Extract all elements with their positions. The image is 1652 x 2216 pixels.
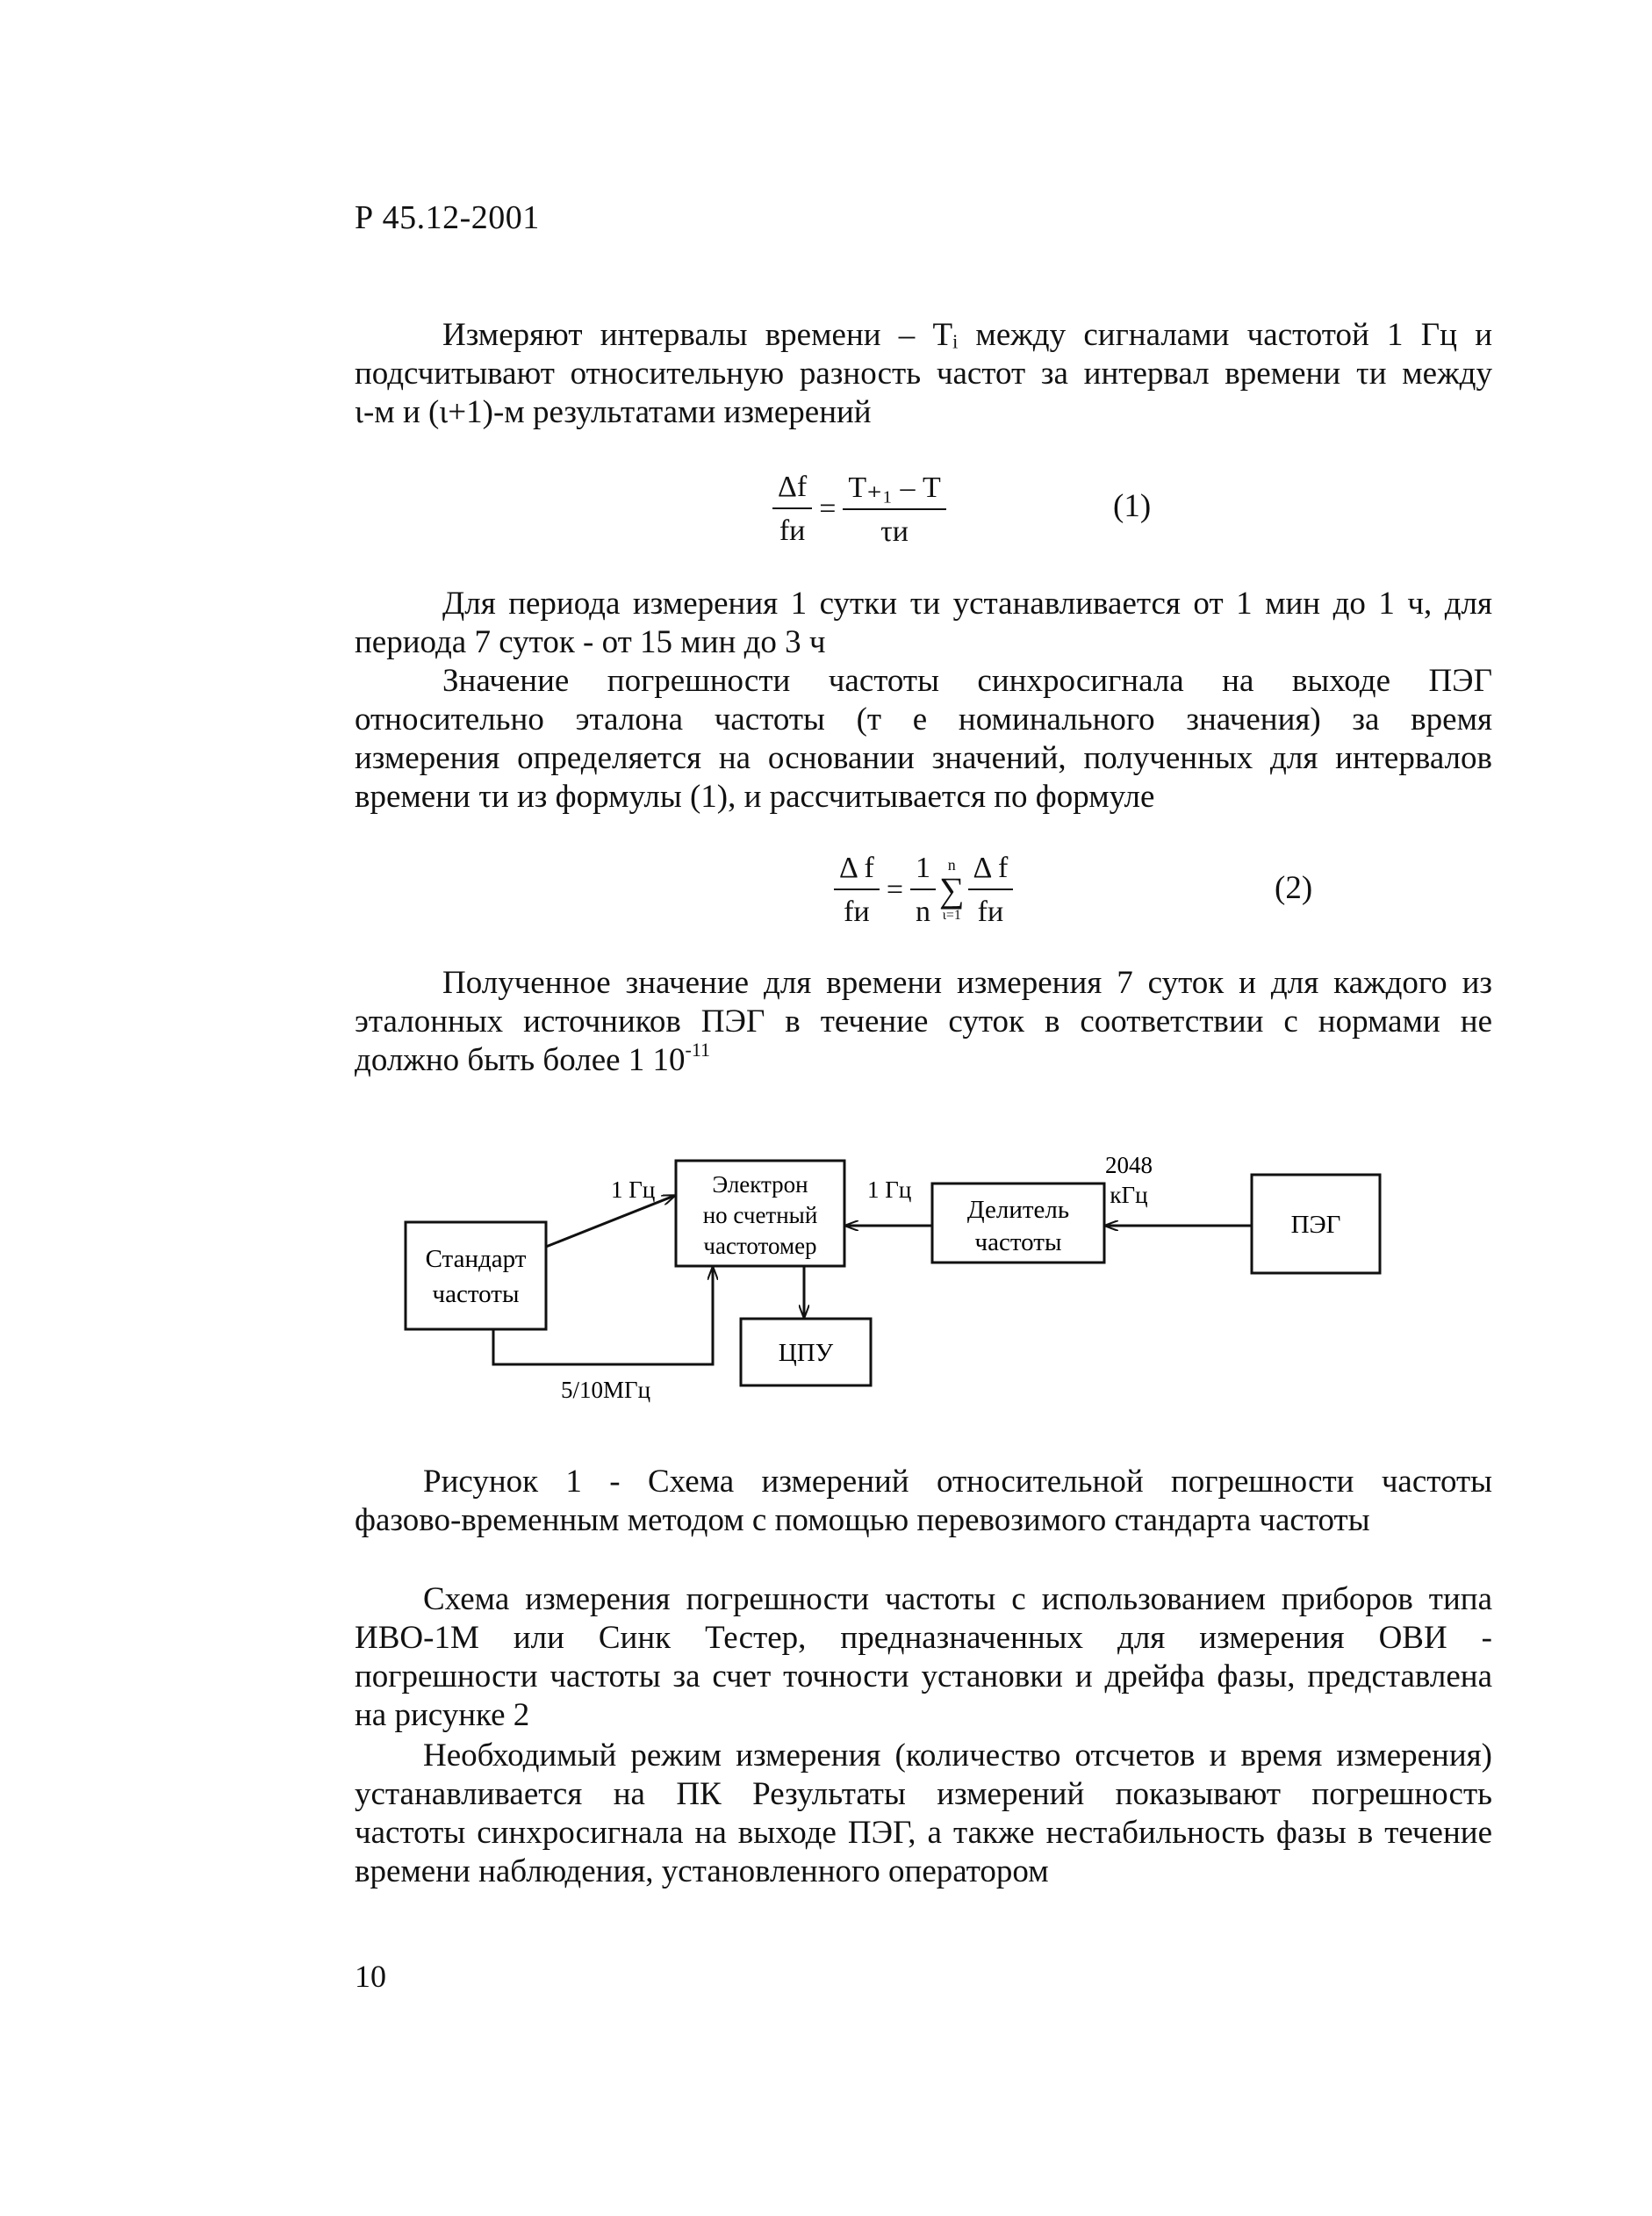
equals-sign: = [819,493,837,525]
paragraph-line: эталонных источников ПЭГ в течение суток в соответствии с нормами не [355,1004,1492,1040]
paragraph-line: времени наблюдения, установленного оператором [355,1853,1049,1889]
formula-1-number: (1) [1113,488,1152,524]
paragraph-intervals [355,316,1492,432]
formula-2-lhs-numerator: Δ f [834,852,880,890]
paragraph-line: Для периода измерения 1 сутки τи устанавливается от 1 мин до 1 ч, для [442,586,1492,622]
counter-box-line-3: частотомер [703,1233,817,1259]
divider-box-line-1: Делитель [966,1196,1070,1224]
exponent: -11 [685,1039,711,1061]
formula-2-term-numerator: Δ f [968,852,1014,890]
formula-1-rhs-denominator: τи [880,515,909,548]
measurement-diagram [386,1141,1440,1422]
paragraph-line: Полученное значение для времени измерения 7 суток и для каждого из [442,965,1492,1001]
cpu-box-label: ЦПУ [778,1339,834,1367]
paragraph-line: относительно эталона частоты (т е номинального значения) за время [355,701,1492,737]
formula-1-rhs [843,470,945,549]
formula-1-rhs-numerator: Т₊₁ – Т [843,470,945,510]
paragraph-line: ИВО-1М или Синк Тестер, предназначенных для измерения ОВИ - [355,1620,1492,1656]
paragraph-line: устанавливается на ПК Результаты измерений показывают погрешность [355,1776,1492,1812]
paragraph-mode [355,1737,1492,1891]
paragraph-scheme [355,1580,1492,1735]
label-khz: кГц [1110,1182,1148,1208]
formula-1-lhs-denominator: fи [779,514,806,547]
divider-box-line-2: частоты [974,1228,1062,1256]
paragraph-line: периода 7 суток - от 15 мин до 3 ч [355,624,826,660]
document-code: Р 45.12-2001 [355,199,540,236]
formula-2-coefficient [910,852,936,929]
arrow-standard-reference-to-counter [493,1268,713,1364]
caption-line: фазово-временным методом с помощью перевозимого стандарта частоты [355,1502,1370,1538]
equals-sign: = [886,874,903,906]
paragraph-line: времени τи из формулы (1), и рассчитывается по формуле [355,779,1155,815]
paragraph-line: Схема измерения погрешности частоты с использованием приборов типа [423,1581,1492,1617]
paragraph-error-value [355,662,1492,817]
formula-2-term [968,852,1014,929]
formula-2-term-denominator: fи [977,896,1004,928]
paragraph-line: измерения определяется на основании значений, полученных для интервалов [355,740,1492,776]
standard-frequency-box [406,1222,546,1329]
caption-line: Рисунок 1 - Схема измерений относительной погрешности частоты [423,1464,1492,1500]
paragraph-line: на рисунке 2 [355,1697,530,1733]
paragraph-result [355,964,1492,1083]
summation-sign: ∑ [939,870,965,910]
summation [939,857,965,924]
paragraph-line: погрешности частоты за счет точности установки и дрейфа фазы, представлена [355,1658,1492,1694]
formula-2-coef-denominator: n [916,896,930,928]
formula-1-lhs [772,471,812,548]
counter-box-line-2: но счетный [702,1202,818,1228]
standard-box-line-1: Стандарт [425,1245,527,1273]
result-text: должно быть более 1 10 [355,1042,686,1078]
standard-box-line-2: частоты [432,1280,520,1308]
page-number: 10 [355,1959,386,1994]
peg-box-label: ПЭГ [1290,1211,1341,1239]
formula-1-lhs-numerator: Δf [772,471,812,509]
formula-2-coef-numerator: 1 [910,852,936,890]
paragraph-line: Измеряют интервалы времени – Тᵢ между сигналами частотой 1 Гц и [442,317,1492,353]
paragraph-line: частоты синхросигнала на выходе ПЭГ, а также нестабильность фазы в течение [355,1815,1492,1851]
formula-2 [834,852,1013,929]
paragraph-line: Значение погрешности частоты синхросигнала на выходе ПЭГ [442,663,1492,699]
figure-caption [355,1463,1492,1540]
label-5-10-mhz: 5/10МГц [560,1377,651,1403]
arrow-standard-to-counter [546,1196,674,1247]
formula-2-lhs-denominator: fи [844,896,870,928]
label-1hz-left: 1 Гц [611,1176,656,1203]
paragraph-line: Необходимый режим измерения (количество отсчетов и время измерения) [423,1738,1492,1774]
formula-1 [772,470,946,549]
paragraph-period [355,585,1492,662]
label-1hz-right: 1 Гц [867,1176,912,1203]
label-2048: 2048 [1105,1152,1153,1178]
formula-2-lhs [834,852,880,929]
summation-lower-limit: ι=1 [942,908,961,923]
paragraph-line [355,1041,1492,1083]
summation-upper-limit: n [947,856,956,874]
paragraph-line: ι-м и (ι+1)-м результатами измерений [355,394,872,430]
counter-box-line-1: Электрон [712,1171,808,1198]
paragraph-line: подсчитывают относительную разность частот за интервал времени τи между [355,356,1492,392]
formula-2-number: (2) [1275,870,1313,906]
